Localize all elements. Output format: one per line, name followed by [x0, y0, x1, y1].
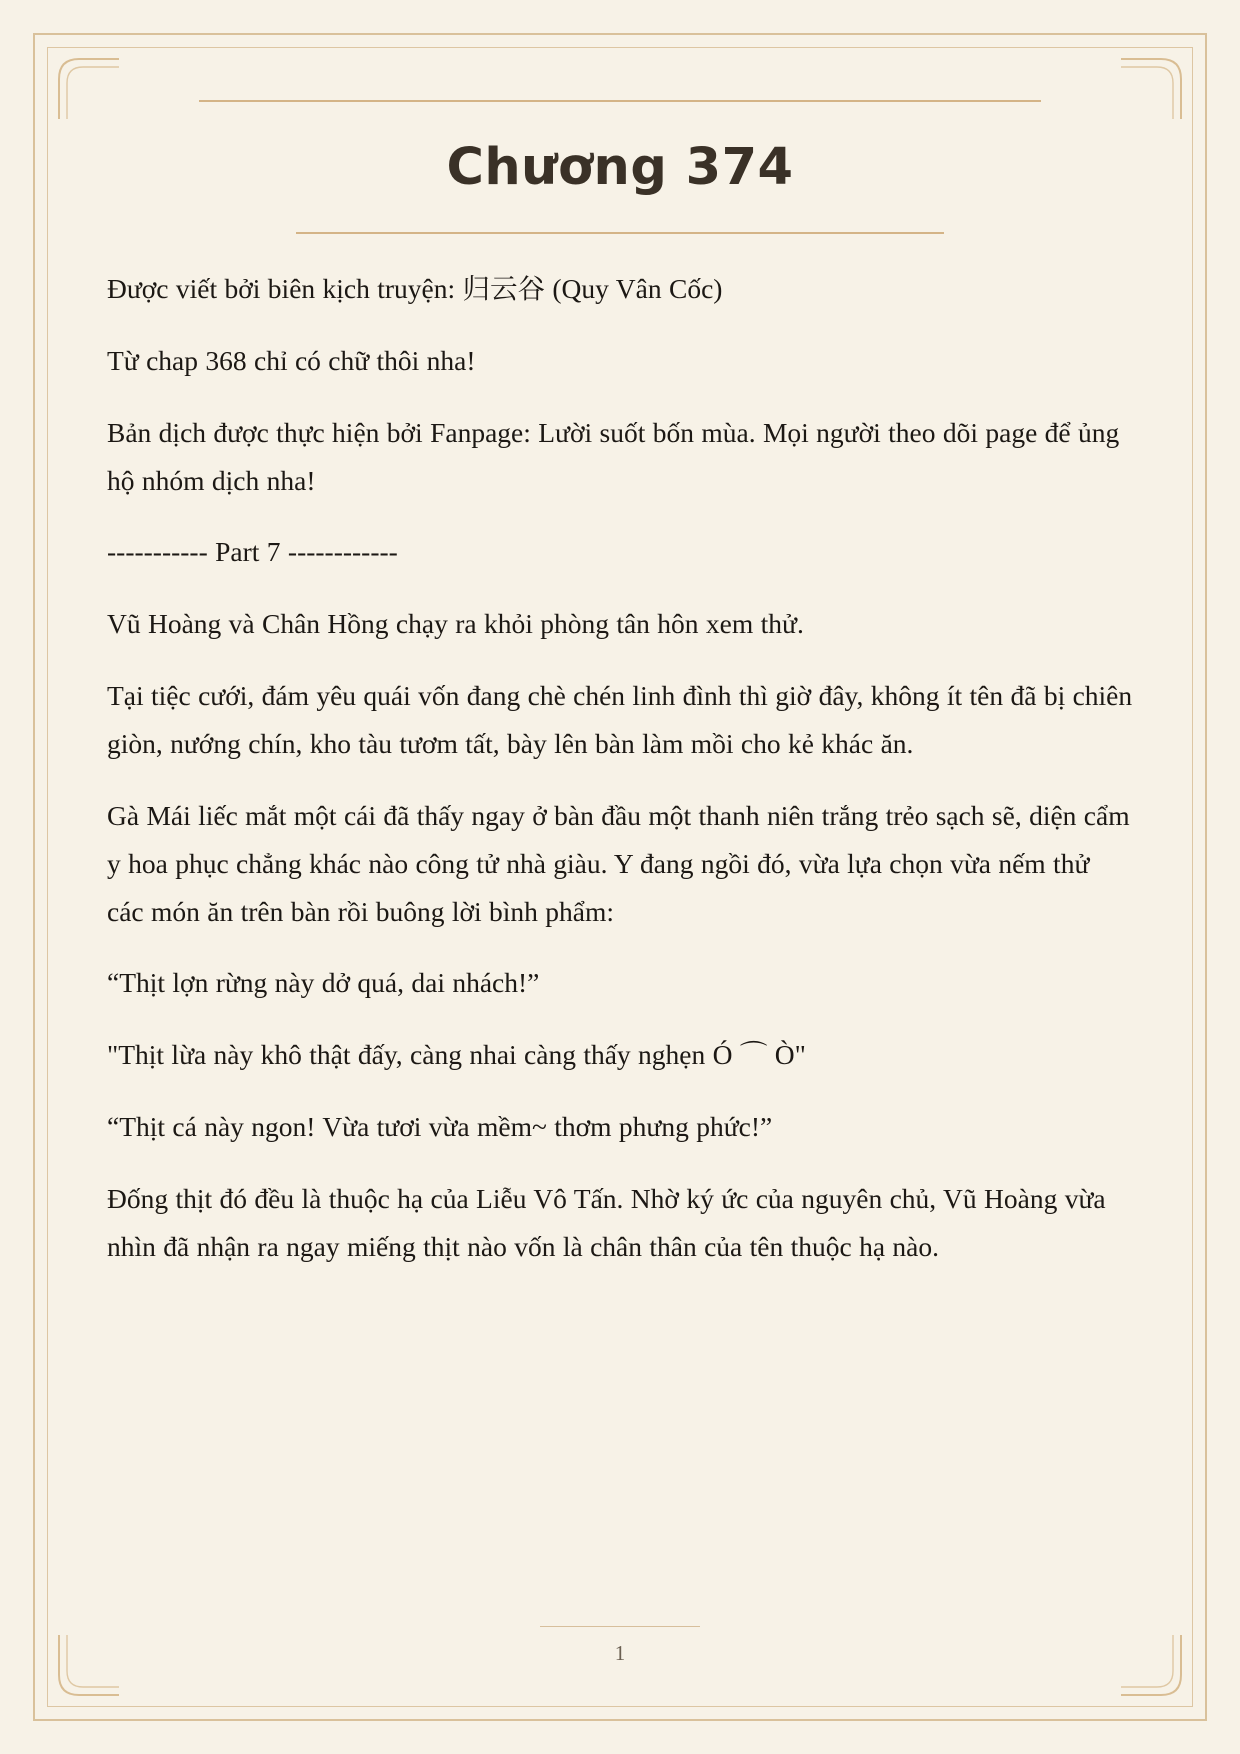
page-title: Chương 374: [446, 138, 794, 197]
title-rule-top: [199, 100, 1041, 102]
paragraph-credit-author: Được viết bởi biên kịch truyện: 归云谷 (Quy Vân Cốc): [107, 273, 723, 305]
paragraph-dialogue-2: "Thịt lừa này khô thật đấy, càng nhai càng thấy nghẹn Ó ⌒ Ò": [107, 1039, 806, 1071]
paragraph-part-divider: ----------- Part 7 ------------: [107, 536, 398, 568]
footer-rule: [540, 1626, 700, 1627]
paragraph-dialogue-1: “Thịt lợn rừng này dở quá, dai nhách!”: [107, 967, 540, 999]
page-number: 1: [614, 1641, 626, 1665]
paragraph-body-3: Gà Mái liếc mắt một cái đã thấy ngay ở bàn đầu một thanh niên trắng trẻo sạch sẽ, diện cẩm y hoa phục chẳng khác nào công tử nhà giàu. Y đang ngồi đó, vừa lựa chọn vừa nếm thử các món ăn trên bàn rồi buông lời bình phẩm:: [107, 799, 1130, 927]
paragraph-note-textonly: Từ chap 368 chỉ có chữ thôi nha!: [107, 344, 476, 376]
paragraph-body-1: Vũ Hoàng và Chân Hồng chạy ra khỏi phòng tân hôn xem thử.: [107, 608, 804, 640]
chapter-body: [107, 265, 1133, 1271]
paragraph-body-4: Đống thịt đó đều là thuộc hạ của Liễu Vô Tấn. Nhờ ký ức của nguyên chủ, Vũ Hoàng vừa nhìn đã nhận ra ngay miếng thịt nào vốn là chân thân của tên thuộc hạ nào.: [107, 1182, 1106, 1262]
page-footer: [0, 1626, 1240, 1666]
paragraph-body-2: Tại tiệc cưới, đám yêu quái vốn đang chè chén linh đình thì giờ đây, không ít tên đã bị chiên giòn, nướng chín, kho tàu tươm tất, bày lên bàn làm mồi cho kẻ khác ăn.: [107, 680, 1133, 759]
paragraph-translator-note: Bản dịch được thực hiện bởi Fanpage: Lười suốt bốn mùa. Mọi người theo dõi page để ủng hộ nhóm dịch nha!: [107, 416, 1120, 496]
title-rule-bottom: [296, 232, 944, 234]
chapter-content: [107, 84, 1133, 1271]
paragraph-dialogue-3: “Thịt cá này ngon! Vừa tươi vừa mềm~ thơm phưng phức!”: [107, 1111, 773, 1143]
